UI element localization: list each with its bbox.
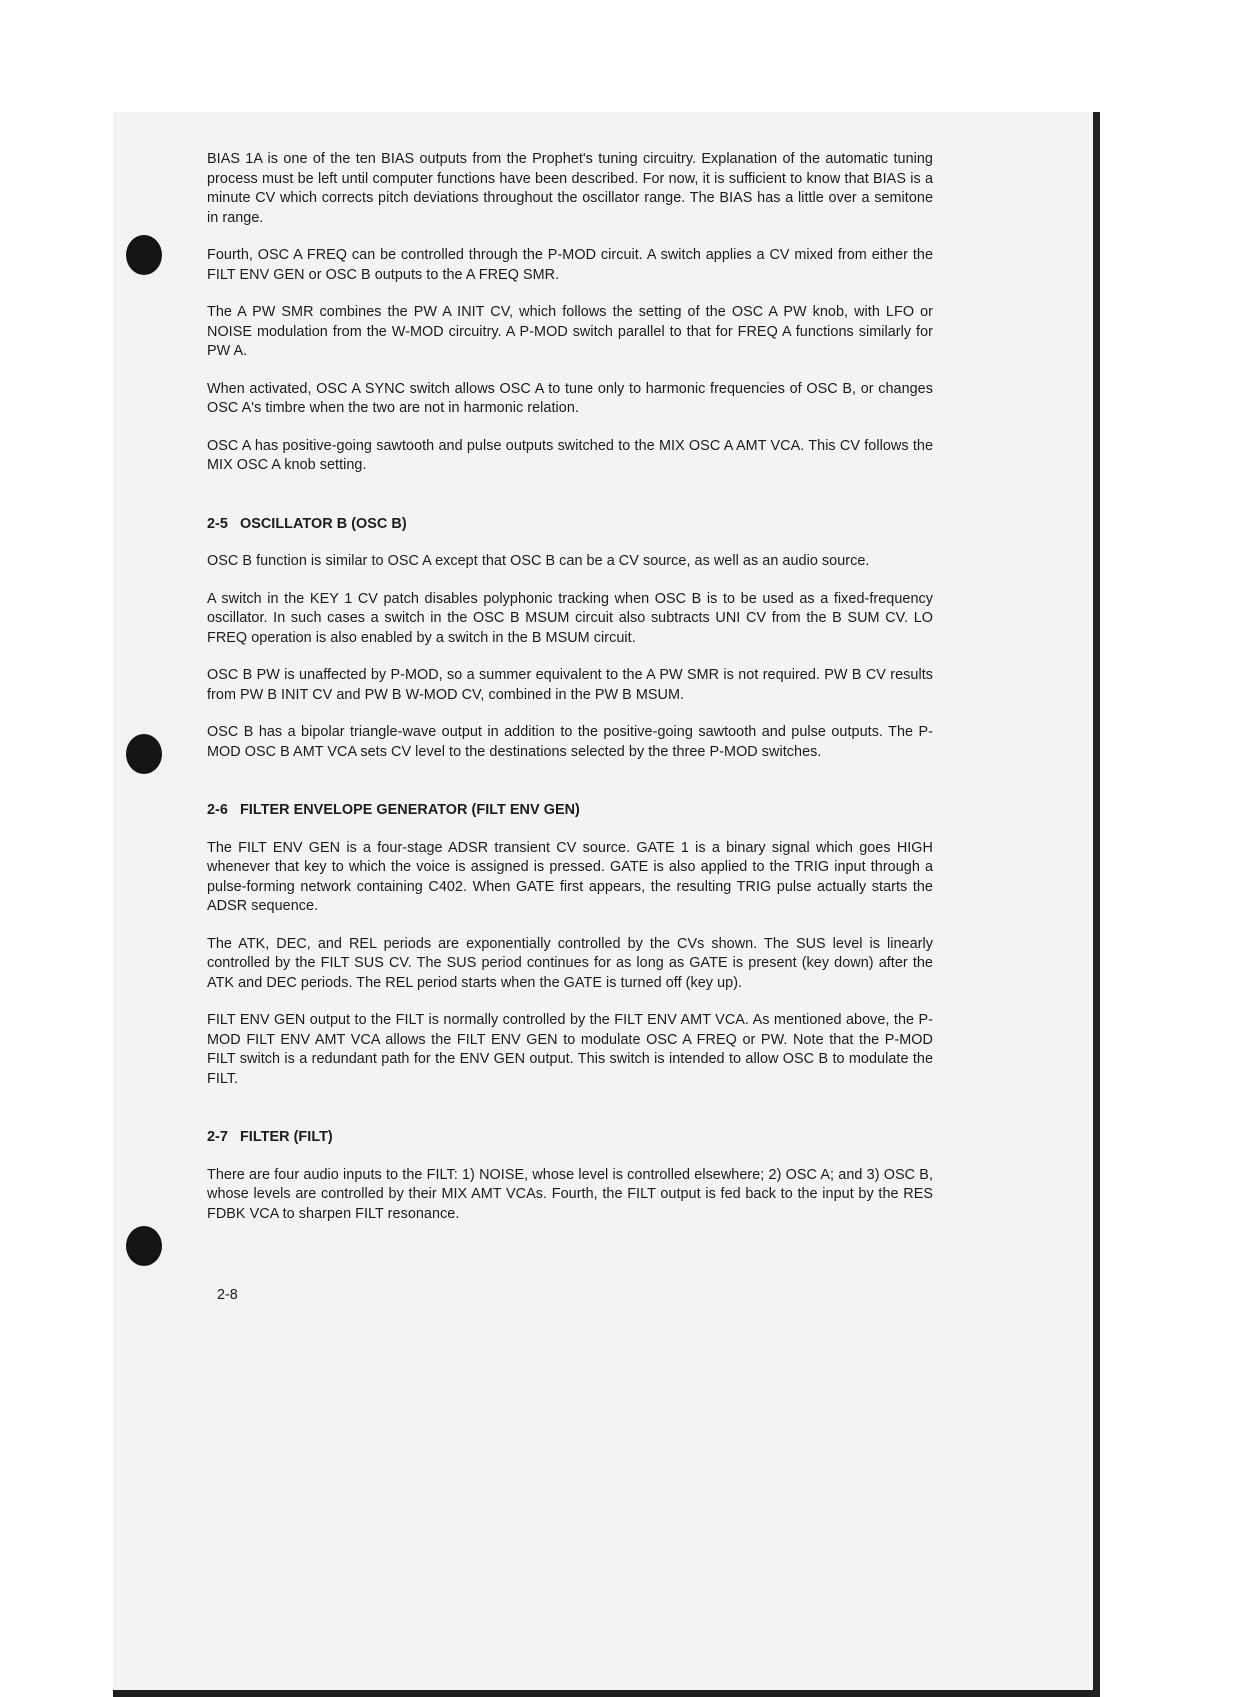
paragraph-osc-a-outputs: OSC A has positive-going sawtooth and pulse outputs switched to the MIX OSC A AMT VCA. This CV follows the MIX OSC A knob setting. xyxy=(207,437,933,473)
section-number: 2-5 xyxy=(207,515,228,532)
paragraph-osc-a-freq: Fourth, OSC A FREQ can be controlled through the P-MOD circuit. A switch applies a CV mixed from either the FILT ENV GEN or OSC B outputs to the A FREQ SMR. xyxy=(207,247,933,283)
section-number: 2-6 xyxy=(207,802,228,818)
paragraph-filter-inputs: There are four audio inputs to the FILT: 1) NOISE, whose level is controlled elsewhere; 2) OSC A; and 3) OSC B, whose levels are controlled by their MIX AMT VCAs. Fourth, the FILT output is fed back to the input by the RES FDBK VCA to sharpen FILT resonance. xyxy=(207,1166,933,1222)
page-number: 2-8 xyxy=(217,1287,238,1303)
section-heading-filt-env-gen xyxy=(207,801,933,821)
binder-hole-bottom xyxy=(126,1226,162,1266)
section-title: FILTER ENVELOPE GENERATOR (FILT ENV GEN) xyxy=(239,802,580,818)
section-title: OSCILLATOR B (OSC B) xyxy=(239,515,407,532)
paragraph-osc-b-function: OSC B function is similar to OSC A except that OSC B can be a CV source, as well as an audio source. xyxy=(207,553,870,569)
paragraph-osc-b-outputs: OSC B has a bipolar triangle-wave output in addition to the positive-going sawtooth and pulse outputs. The P-MOD OSC B AMT VCA sets CV level to the destinations selected by the three P-MOD switches. xyxy=(207,724,933,760)
section-heading-osc-b xyxy=(207,515,933,535)
paragraph-osc-b-key-switch: A switch in the KEY 1 CV patch disables polyphonic tracking when OSC B is to be used as a fixed-frequency oscillator. In such cases a switch in the OSC B MSUM circuit also subtracts UNI CV from the B SUM CV. LO FREQ operation is also enabled by a switch in the B MSUM circuit. xyxy=(207,590,933,646)
page-content xyxy=(207,150,933,1224)
paragraph-a-pw-smr: The A PW SMR combines the PW A INIT CV, which follows the setting of the OSC A PW knob, with LFO or NOISE modulation from the W-MOD circuitry. A P-MOD switch parallel to that for FREQ A functions similarly for PW A. xyxy=(207,304,933,359)
binder-hole-middle xyxy=(126,734,162,774)
paragraph-bias: BIAS 1A is one of the ten BIAS outputs from the Prophet's tuning circuitry. Explanation of the automatic tuning process must be left until computer functions have been described. For now, it is sufficient to know that BIAS is a minute CV which corrects pitch deviations throughout the oscillator range. The BIAS has a little over a semitone in range. xyxy=(207,151,933,226)
section-title: FILTER (FILT) xyxy=(239,1129,333,1145)
paragraph-osc-b-pw: OSC B PW is unaffected by P-MOD, so a summer equivalent to the A PW SMR is not required. PW B CV results from PW B INIT CV and PW B W-MOD CV, combined in the PW B MSUM. xyxy=(207,667,933,703)
paragraph-filt-env-gen-periods: The ATK, DEC, and REL periods are exponentially controlled by the CVs shown. The SUS level is linearly controlled by the FILT SUS CV. The SUS period continues for as long as GATE is present (key down) after the ATK and DEC periods. The REL period starts when the GATE is turned off (key up). xyxy=(207,935,933,991)
paragraph-filt-env-gen-adsr: The FILT ENV GEN is a four-stage ADSR transient CV source. GATE 1 is a binary signal which goes HIGH whenever that key to which the voice is assigned is pressed. GATE is also applied to the TRIG input through a pulse-forming network containing C402. When GATE first appears, the resulting TRIG pulse actually starts the ADSR sequence. xyxy=(207,839,933,914)
section-heading-filter xyxy=(207,1128,933,1148)
page-edge-right xyxy=(1093,112,1100,1696)
paragraph-filt-env-gen-output: FILT ENV GEN output to the FILT is normally controlled by the FILT ENV AMT VCA. As mentioned above, the P-MOD FILT ENV AMT VCA allows the FILT ENV GEN to modulate OSC A FREQ or PW. Note that the P-MOD FILT switch is a redundant path for the ENV GEN output. This switch is intended to allow OSC B to modulate the FILT. xyxy=(207,1012,933,1087)
binder-hole-top xyxy=(126,235,162,275)
page-edge-bottom xyxy=(113,1690,1100,1697)
section-number: 2-7 xyxy=(207,1129,228,1145)
paragraph-osc-a-sync: When activated, OSC A SYNC switch allows OSC A to tune only to harmonic frequencies of OSC B, or changes OSC A's timbre when the two are not in harmonic relation. xyxy=(207,380,933,416)
